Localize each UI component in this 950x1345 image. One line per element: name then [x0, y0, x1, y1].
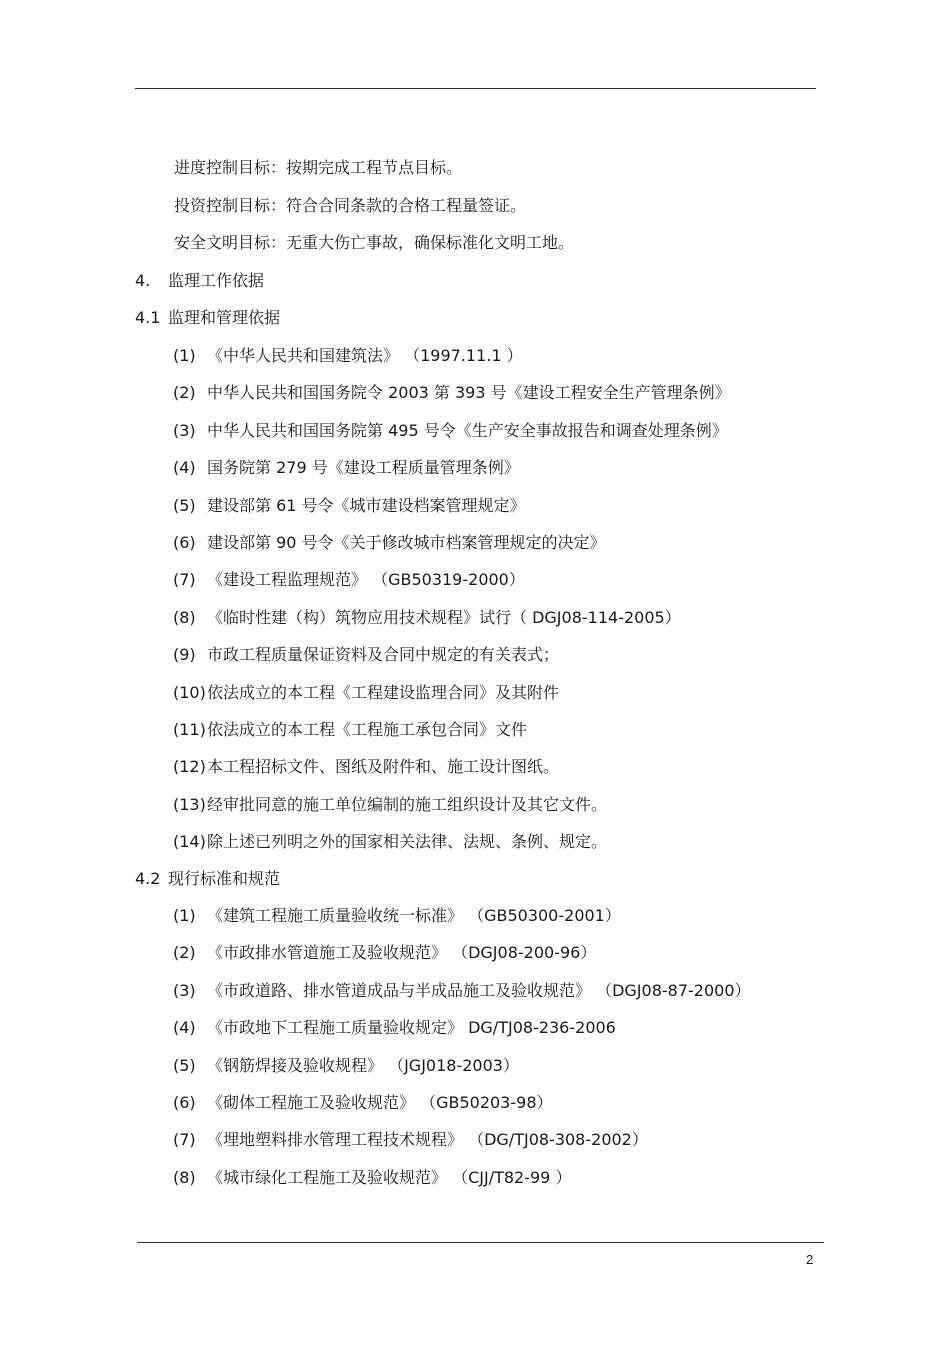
- list-item-number: (2): [173, 943, 196, 963]
- section-number: 4.2: [135, 869, 161, 888]
- list-item-number: (14): [173, 832, 206, 852]
- list-item-number: (9): [173, 645, 196, 665]
- list-item-text: 经审批同意的施工单位编制的施工组织设计及其它文件。: [207, 794, 608, 814]
- list-item-text: 《砌体工程施工及验收规范》 （GB50203-98）: [207, 1093, 553, 1112]
- list-item-number: (7): [173, 1130, 196, 1150]
- section-title: 现行标准和规范: [168, 869, 281, 888]
- list-item: [173, 346, 523, 366]
- list-item-number: (5): [173, 495, 196, 515]
- list-item-number: (4): [173, 458, 196, 478]
- section-4-1-heading: [135, 308, 280, 328]
- section-number: 4.: [135, 271, 151, 290]
- list-item-number: (6): [173, 533, 196, 552]
- list-item-number: (12): [173, 757, 206, 777]
- list-item-number: (3): [173, 980, 196, 1000]
- list-item-text: 建设部第 61 号令《城市建设档案管理规定》: [207, 495, 526, 515]
- list-item-number: (1): [173, 346, 196, 365]
- list-item: [173, 533, 606, 553]
- list-item: [173, 683, 559, 703]
- list-item: [173, 1130, 648, 1150]
- list-item: [173, 1056, 519, 1076]
- list-item-text: 中华人民共和国国务院第 495 号令《生产安全事故报告和调查处理条例》: [207, 420, 728, 440]
- list-item: [173, 458, 520, 478]
- list-item-number: (8): [173, 607, 196, 627]
- list-item-text: 《市政道路、排水管道成品与半成品施工及验收规范》 （DGJ08-87-2000）: [207, 980, 751, 1000]
- list-item-text: 《建设工程监理规范》 （GB50319-2000）: [207, 570, 525, 590]
- header-rule: [135, 88, 816, 89]
- list-item: [173, 832, 607, 852]
- target-schedule: 进度控制目标：按期完成工程节点目标。: [174, 158, 463, 177]
- list-item: [173, 608, 681, 628]
- list-item-text: 本工程招标文件、图纸及附件和、施工设计图纸。: [207, 757, 560, 777]
- section-title: 监理和管理依据: [168, 308, 281, 327]
- section-4-heading: [135, 271, 264, 291]
- list-item-text: 《建筑工程施工质量验收统一标准》 （GB50300-2001）: [207, 906, 621, 925]
- page-number: 2: [806, 1252, 814, 1267]
- section-4-2-heading: [135, 869, 280, 889]
- list-item-text: 除上述已列明之外的国家相关法律、法规、条例、规定。: [207, 832, 608, 852]
- list-item-text: 依法成立的本工程《工程施工承包合同》文件: [207, 720, 528, 739]
- list-item-text: 《市政地下工程施工质量验收规定》 DG/TJ08-236-2006: [207, 1018, 616, 1038]
- list-item-text: 《中华人民共和国建筑法》 （1997.11.1 ）: [207, 346, 523, 365]
- list-item: [173, 570, 525, 590]
- list-item-number: (7): [173, 570, 196, 590]
- list-item: [173, 795, 607, 815]
- list-item-text: 《城市绿化工程施工及验收规范》 （CJJ/T82-99 ）: [207, 1167, 572, 1187]
- list-item: [173, 1093, 553, 1113]
- target-safety: 安全文明目标：无重大伤亡事故，确保标准化文明工地。: [174, 233, 575, 252]
- list-item: [173, 943, 596, 963]
- target-investment: 投资控制目标：符合合同条款的合格工程量签证。: [174, 196, 527, 215]
- list-item-text: 依法成立的本工程《工程建设监理合同》及其附件: [207, 682, 560, 702]
- list-item: [173, 757, 559, 777]
- list-item-text: 《市政排水管道施工及验收规范》 （DGJ08-200-96）: [207, 943, 597, 963]
- list-item-text: 《临时性建（构）筑物应用技术规程》试行（ DGJ08-114-2005）: [207, 607, 681, 627]
- list-item-text: 市政工程质量保证资料及合同中规定的有关表式；: [207, 645, 560, 665]
- list-item-number: (11): [173, 720, 206, 739]
- list-item-number: (1): [173, 906, 196, 925]
- list-item-number: (4): [173, 1018, 196, 1038]
- list-item: [173, 1018, 616, 1038]
- list-item: [173, 421, 728, 441]
- list-item-number: (5): [173, 1055, 196, 1075]
- footer-rule: [137, 1242, 824, 1243]
- list-item: [173, 981, 751, 1001]
- section-title: 监理工作依据: [168, 271, 265, 290]
- list-item-text: 《埋地塑料排水管理工程技术规程》 （DG/TJ08-308-2002）: [207, 1130, 648, 1150]
- list-item-number: (10): [173, 682, 206, 702]
- list-item-text: 《钢筋焊接及验收规程》 （JGJ018-2003）: [207, 1055, 519, 1075]
- list-item: [173, 383, 731, 403]
- list-item: [173, 645, 559, 665]
- list-item-number: (6): [173, 1093, 196, 1112]
- list-item-text: 建设部第 90 号令《关于修改城市档案管理规定的决定》: [207, 533, 606, 552]
- list-item-text: 中华人民共和国国务院令 2003 第 393 号《建设工程安全生产管理条例》: [207, 383, 731, 403]
- list-item: [173, 496, 526, 516]
- section-number: 4.1: [135, 308, 161, 327]
- list-item-number: (8): [173, 1167, 196, 1187]
- list-item-number: (2): [173, 383, 196, 403]
- list-item-number: (13): [173, 794, 206, 814]
- list-item-number: (3): [173, 420, 196, 440]
- list-item: [173, 906, 621, 926]
- list-item: [173, 1168, 571, 1188]
- list-item-text: 国务院第 279 号《建设工程质量管理条例》: [207, 458, 520, 478]
- list-item: [173, 720, 527, 740]
